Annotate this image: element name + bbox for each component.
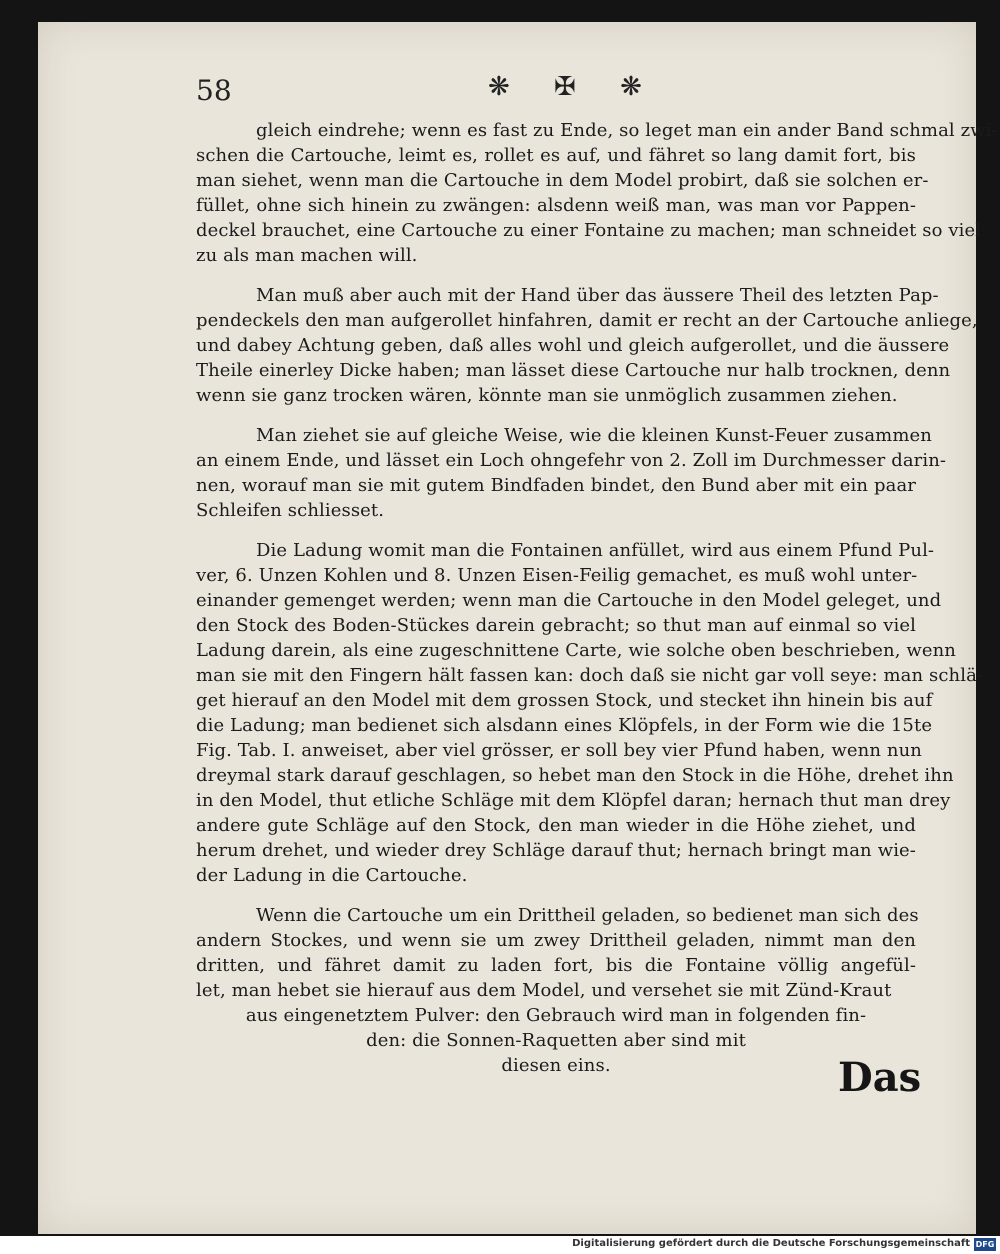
footer-bar (0, 1236, 1000, 1254)
catchword: Das (838, 1054, 922, 1101)
text-line: an einem Ende, und lässet ein Loch ohngefehr von 2. Zoll im Durchmesser darin- (196, 450, 947, 471)
text-line: füllet, ohne sich hinein zu zwängen: alsdenn weiß man, was man vor Pappen- (196, 195, 916, 216)
text-line: Schleifen schliesset. (196, 500, 385, 521)
closing-line: aus eingenetztem Pulver: den Gebrauch wird man in folgenden fin- (245, 1005, 867, 1026)
text-line: die Ladung; man bedienet sich alsdann eines Klöpfels, in der Form wie die 15te (196, 715, 933, 736)
paragraph-gap (196, 523, 916, 538)
book-page (38, 22, 998, 1234)
closing-line: den: die Sonnen-Raquetten aber sind mit (366, 1030, 746, 1051)
text-line: andern Stockes, und wenn sie um zwey Drittheil geladen, nimmt man den (196, 930, 916, 951)
text-line: Theile einerley Dicke haben; man lässet diese Cartouche nur halb trocknen, denn (196, 360, 951, 381)
paragraph (196, 118, 998, 268)
dfg-logo-icon: DFG (975, 1240, 995, 1249)
text-line: Wenn die Cartouche um ein Drittheil geladen, so bedienet man sich des (256, 905, 919, 926)
text-line: man siehet, wenn man die Cartouche in dem Model probirt, daß sie solchen er- (196, 170, 929, 191)
paragraph-gap (196, 888, 916, 903)
footer-credit: Digitalisierung gefördert durch die Deutsche Forschungsgemeinschaft (572, 1238, 970, 1249)
text-line: zu als man machen will. (196, 245, 418, 266)
text-line: den Stock des Boden-Stückes darein gebracht; so thut man auf einmal so viel (196, 615, 916, 636)
text-line: Fig. Tab. I. anweiset, aber viel grösser, er soll bey vier Pfund haben, wenn nun (196, 740, 922, 761)
text-line: pendeckels den man aufgerollet hinfahren, damit er recht an der Cartouche anliege, (196, 310, 978, 331)
text-line: gleich eindrehe; wenn es fast zu Ende, so leget man ein ander Band schmal zwi- (256, 120, 998, 141)
closing-line: diesen eins. (501, 1055, 611, 1076)
paragraph (196, 283, 978, 408)
text-line: andere gute Schläge auf den Stock, den man wieder in die Höhe ziehet, und (196, 815, 916, 836)
paragraph (196, 538, 984, 888)
text-line: nen, worauf man sie mit gutem Bindfaden bindet, den Bund aber mit ein paar (196, 475, 916, 496)
text-line: herum drehet, und wieder drey Schläge darauf thut; hernach bringt man wie- (196, 840, 916, 861)
paragraph (196, 423, 947, 523)
text-line: Die Ladung womit man die Fontainen anfüllet, wird aus einem Pfund Pul- (256, 540, 935, 561)
text-line: einander gemenget werden; wenn man die Cartouche in den Model geleget, und (196, 590, 942, 611)
text-line: der Ladung in die Cartouche. (196, 865, 468, 886)
paragraph-gap (196, 268, 916, 283)
header-ornament: ❋ ✠ ❋ (488, 72, 660, 102)
text-line: Man ziehet sie auf gleiche Weise, wie die kleinen Kunst-Feuer zusammen (256, 425, 932, 446)
text-line: schen die Cartouche, leimt es, rollet es auf, und fähret so lang damit fort, bis (196, 145, 916, 166)
text-line: Ladung darein, als eine zugeschnittene Carte, wie solche oben beschrieben, wenn (196, 640, 956, 661)
text-line: ver, 6. Unzen Kohlen und 8. Unzen Eisen-Feilig gemachet, es muß wohl unter- (196, 565, 918, 586)
paragraph (196, 903, 919, 1003)
body-text (196, 118, 998, 1078)
closing-lines (196, 1003, 916, 1078)
text-line: deckel brauchet, eine Cartouche zu einer Fontaine zu machen; man schneidet so viel (196, 220, 982, 241)
text-line: wenn sie ganz trocken wären, könnte man sie unmöglich zusammen ziehen. (196, 385, 898, 406)
text-line: Man muß aber auch mit der Hand über das äussere Theil des letzten Pap- (256, 285, 939, 306)
text-line: in den Model, thut etliche Schläge mit dem Klöpfel daran; hernach thut man drey (196, 790, 951, 811)
text-line: dritten, und fähret damit zu laden fort, bis die Fontaine völlig angefül- (196, 955, 916, 976)
paragraph-gap (196, 408, 916, 423)
page-number: 58 (196, 74, 232, 107)
text-line: man sie mit den Fingern hält fassen kan: doch daß sie nicht gar voll seye: man schlä- (196, 665, 984, 686)
text-line: dreymal stark darauf geschlagen, so hebet man den Stock in die Höhe, drehet ihn (196, 765, 954, 786)
text-line: let, man hebet sie hierauf aus dem Model, und versehet sie mit Zünd-Kraut (196, 980, 892, 1001)
text-line: get hierauf an den Model mit dem grossen Stock, und stecket ihn hinein bis auf (196, 690, 933, 711)
text-line: und dabey Achtung geben, daß alles wohl und gleich aufgerollet, und die äussere (196, 335, 950, 356)
